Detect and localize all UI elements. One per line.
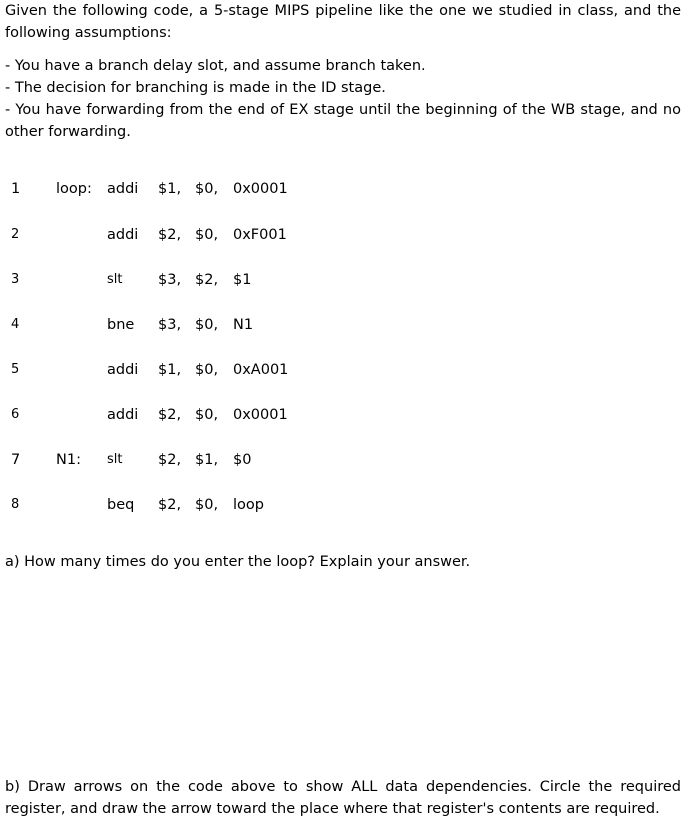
code-arg: 0xF001 [233, 227, 287, 243]
code-arg: $0, [195, 497, 219, 513]
code-arg: N1 [233, 317, 254, 333]
code-line [0, 269, 697, 291]
assumption-branch-delay: - You have a branch delay slot, and assume branch taken. [5, 58, 426, 74]
code-line [0, 178, 697, 200]
code-opcode: addi [107, 227, 139, 243]
code-opcode: addi [107, 407, 139, 423]
code-line [0, 494, 697, 516]
line-number: 6 [11, 407, 20, 422]
code-arg: $1, [158, 181, 182, 197]
code-line [0, 359, 697, 381]
code-opcode: slt [107, 452, 123, 467]
code-opcode: slt [107, 272, 123, 287]
code-line [0, 404, 697, 426]
assumption-branch-decision: - The decision for branching is made in the ID stage. [5, 80, 386, 96]
code-arg: $1, [158, 362, 182, 378]
code-arg: $2, [158, 407, 182, 423]
code-arg: $3, [158, 272, 182, 288]
code-opcode: bne [107, 317, 135, 333]
code-line [0, 224, 697, 246]
code-opcode: addi [107, 181, 139, 197]
line-number: 8 [11, 497, 20, 512]
code-arg: 0xA001 [233, 362, 289, 378]
line-number: 3 [11, 272, 20, 287]
code-arg: $1 [233, 272, 252, 288]
code-label: loop: [56, 181, 92, 197]
code-arg: 0x0001 [233, 181, 288, 197]
line-number: 4 [11, 317, 20, 332]
code-arg: $0, [195, 317, 219, 333]
line-number: 1 [11, 181, 21, 197]
code-arg: $1, [195, 452, 219, 468]
code-arg: $0 [233, 452, 252, 468]
question-a: a) How many times do you enter the loop? Explain your answer. [5, 554, 471, 570]
code-arg: loop [233, 497, 264, 513]
code-arg: $0, [195, 181, 219, 197]
code-opcode: addi [107, 362, 139, 378]
code-opcode: beq [107, 497, 135, 513]
code-label: N1: [56, 452, 81, 468]
code-arg: $2, [195, 272, 219, 288]
code-arg: $3, [158, 317, 182, 333]
line-number: 7 [11, 452, 21, 468]
code-line [0, 449, 697, 471]
code-arg: $0, [195, 362, 219, 378]
code-arg: $0, [195, 227, 219, 243]
code-arg: $0, [195, 407, 219, 423]
code-arg: $2, [158, 227, 182, 243]
code-arg: $2, [158, 452, 182, 468]
code-line [0, 314, 697, 336]
assumption-forwarding: - You have forwarding from the end of EX stage until the beginning of the WB stage, and no other forwarding. [5, 102, 681, 140]
question-b: b) Draw arrows on the code above to show ALL data dependencies. Circle the required register, and draw the arrow toward the place where that register's contents are required. [5, 779, 681, 817]
code-arg: $2, [158, 497, 182, 513]
intro-paragraph: Given the following code, a 5-stage MIPS pipeline like the one we studied in class, and the following assumptions: [5, 3, 681, 41]
line-number: 2 [11, 227, 20, 242]
line-number: 5 [11, 362, 20, 377]
code-arg: 0x0001 [233, 407, 288, 423]
